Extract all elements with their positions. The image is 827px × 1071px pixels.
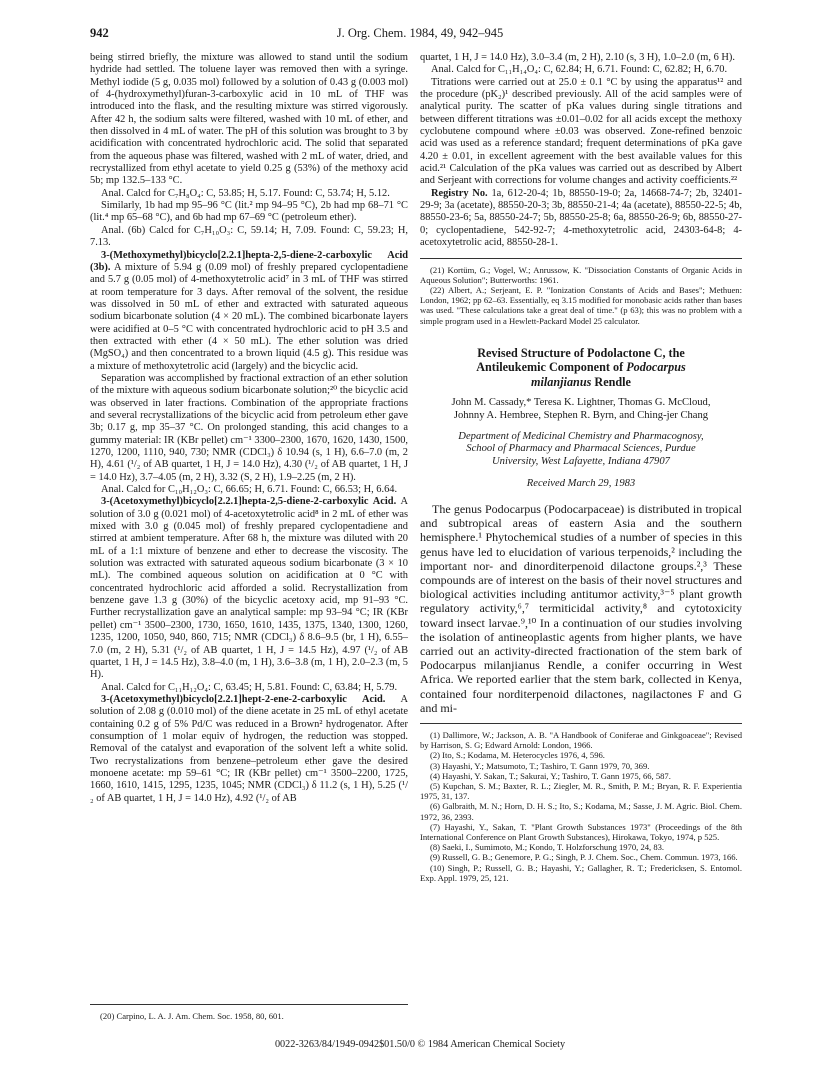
section-text: A solution of 3.0 g (0.021 mol) of 4-acetoxytetrolic acid⁸ in 2 mL of ether was mixed with 3.0 g (0.045 mol) of freshly prepared cyclopentadiene and stirred at ambient temperature. After 68 h, the mixture was diluted with 20 mL of a 1:1 mixture of benzene and ether to decrease the viscosity. The solution was extracted with saturated aqueous sodium bicarbonate (3 × 10 mL). The combined aqueous solution on acidification at 0 °C with concentrated hydrochloric acid afforded a solid. Recrystallization from benzene gave 1.3 g (30%) of the bicyclic acetoxy acid, mp 91–93 °C. Further recrystallization gave an analytical sample: mp 93–94 °C; IR (KBr pellet) cm⁻¹ 3500–2300, 1730, 1650, 1610, 1435, 1375, 1340, 1300, 1260, 1235, 1200, 1050, 940, 860, 715; NMR (CDCl₃) δ 8.6–9.5 (br, 1 H), 6.55–7.0 (m, 2 H), 5.31 (¹/₂ of AB quartet, 1 H, J = 14.5 Hz), 4.97 (¹/₂ of AB quartet, 1 H, J = 14.5 Hz), 3.8–4.0 (m, 1 H), 3.6–3.8 (m, 1 H), 2.0–2.3 (m, 5 H). [90,496,408,681]
section-heading: 3-(Acetoxymethyl)bicyclo[2.2.1]hepta-2,5-diene-2-carboxylic Acid. [101,496,397,508]
page-header [90,26,750,42]
intro-paragraph: The genus Podocarpus (Podocarpaceae) is distributed in tropical and subtropical areas of eastern Asia and the southern hemisphere.¹ Phytochemical studies of a number of species in this genus have led to elucidation of various terpenoids,² including the important nor- and dinorditerpenoid dilactone groups.²,³ These compounds are of interest on the basis of their novel structures and biological activities including antitumor activity,³⁻⁵ plant growth regulatory activity,⁶,⁷ termiticidal activity,⁸ and cytotoxicity toward insect larvae.⁹,¹⁰ In a continuation of our studies involving the isolation of antineoplastic agents from higher plants, we have carried out an activity-directed fractionation of the stem bark of Podocarpus milanjianus Rendle, a conifer occurring in West Africa. We reported earlier that the stem bark, collected in Kenya, contained four norditerpenoid dilactones, nagilactones F and G and mi- [420,501,742,715]
analysis-paragraph: Anal. Calcd for C₇H₈O₄: C, 53.85; H, 5.17. Found: C, 53.74; H, 5.12. [101,187,390,199]
analysis-paragraph: Anal. Calcd for C₁₁H₁₂O₄: C, 63.45; H, 5.81. Found: C, 63.84; H, 5.79. [101,681,398,693]
registry-label: Registry No. [431,187,488,199]
paragraph: Titrations were carried out at 25.0 ± 0.1 °C by using the apparatus¹² and the procedure (pK₂)¹ described previously. All of the acid samples were of analytical purity. The scatter of pKa values during single titrations and between different titrations was ±0.01–0.02 for all acids except the methoxy cyclobutene compound where ±0.03 was observed. Zone-refined benzoic acid was used as a reference standard; frequent determinations of pKa gave 4.20 ± 0.01, in excellent agreement with the best available values for this acid.²¹ Calculation of the pKa values was carried out as described by Albert and Serjeant with corrections for volume changes and activity coefficients.²² [420,76,742,187]
left-footnotes [90,1004,408,1021]
reference-item: (2) Ito, S.; Kodama, M. Heterocycles 1976, 4, 596. [430,750,605,761]
title-line: Revised Structure of Podolactone C, the [477,345,685,360]
reference-item: (5) Kupchan, S. M.; Baxter, R. L.; Ziegler, M. R., Smith, P. M.; Bryan, R. F. Experientia 1975, 31, 137. [420,781,742,802]
section-paragraph [90,250,408,373]
right-column [420,52,742,883]
footnote: (22) Albert, A.; Serjeant, E. P. "Ionization Constants of Acids and Bases"; Methuen: London, 1962; pp 62–63. Essentially, eq 3.15 modified for monobasic acids rather than bases was used. "These calculations take a great deal of time." (p 63); this was no problem with a simple program used in a Hewlett-Packard Model 25 calculator. [420,284,742,326]
registry-paragraph [420,188,742,250]
section-heading: 3-(Acetoxymethyl)bicyclo[2.2.1]hept-2-ene-2-carboxylic Acid. [101,693,386,705]
footnote-rule [420,723,742,724]
author-list: John M. Cassady,* Teresa K. Lightner, Thomas G. McCloud, Johnny A. Hembree, Stephen R. Byrn, and Ching-jer Chang [451,397,711,422]
analysis-paragraph: Anal. Calcd for C₁₀H₁₂O₃: C, 66.65; H, 6.71. Found: C, 66.53; H, 6.64. [101,484,398,496]
analysis-paragraph: Anal. (6b) Calcd for C₇H₁₀O₃: C, 59.14; H, 7.09. Found: C, 59.23; H, 7.13. [90,224,408,249]
reference-item: (6) Galbraith, M. N.; Horn, D. H. S.; Ito, S.; Kodama, M.; Sasse, J. M. Agric. Biol. Chem. 1972, 36, 2393. [420,801,742,822]
affiliation: Department of Medicinal Chemistry and Pharmacognosy, School of Pharmacy and Pharmacal Sciences, Purdue University, West Lafayette, Indiana 47907 [458,430,704,467]
reference-item: (9) Russell, G. B.; Genemore, P. G.; Singh, P. J. Chem. Soc., Chem. Commun. 1973, 166. [430,852,738,863]
registry-text: 1a, 612-20-4; 1b, 88550-19-0; 2a, 14668-74-7; 2b, 32401-29-9; 3a (acetate), 88550-20-3; 3b, 88550-21-4; 4a (acetate), 88550-22-5; 4b, 88550-23-6; 5a, 88550-24-7; 5b, 88550-25-8; 6a, 88550-26-9; 6b, 88550-27-0; cyclopentadiene, 542-92-7; 4-methoxytetrolic acid, 24303-64-8; 4-acetoxytetrolic acid, 88550-28-1. [420,187,743,249]
title-line: milanjianus Rendle [531,374,631,389]
paragraph: being stirred briefly, the mixture was allowed to stand until the sodium hydride had settled. The toluene layer was removed then with a syringe. Methyl iodide (5 g, 0.035 mol) followed by a solution of 0.43 g (0.003 mol) of 4-(hydroxymethyl)furan-3-carboxylic acid in 10 mL of THF was introduced into the flask, and the resulting mixture was stirred vigorously. After 42 h, the sodium salts were filtered, washed with 10 mL of ether, and then dissolved in 4 mL of water. The pH of this solution was brought to 3 by acidification with concentrated hydrochloric acid. The solid that separated from the aqueous phase was filtered, washed with 2 mL of water, dried, and recrystallized from ethyl acetate to yield 0.25 g (53%) of the methoxy acid 5b; mp 132.5–133 °C. [90,52,408,187]
paragraph: quartet, 1 H, J = 14.0 Hz), 3.0–3.4 (m, 2 H), 2.10 (s, 3 H), 1.0–2.0 (m, 6 H). [420,52,735,63]
reference-list [420,730,742,883]
section-paragraph [90,496,408,681]
reference-item: (7) Hayashi, Y., Sakan, T. "Plant Growth Substances 1973" (Proceedings of the 8th International Conference on Plant Growth Substances), Hirokawa, Tokyo, 1974, p 525. [420,821,742,843]
section-heading: 3-(Methoxymethyl)bicyclo[2.2.1]hepta-2,5-diene-2-carboxylic Acid (3b). [90,249,408,273]
reference-item: (8) Saeki, I., Sumimoto, M.; Kondo, T. Holzforschung 1970, 24, 83. [430,842,665,853]
page-number: 942 [90,26,109,40]
footnotes [420,265,742,326]
reference-item: (1) Dallimore, W.; Jackson, A. B. "A Handbook of Coniferae and Ginkgoaceae"; Revised by Harrison, S. G; Edward Arnold: London, 1966. [420,729,742,751]
received-date: Received March 29, 1983 [526,477,636,489]
section-text: A mixture of 5.94 g (0.09 mol) of freshly prepared cyclopentadiene and 5.7 g (0.05 mol) of 4-methoxytetrolic acid⁷ in 3 mL of THF was stirred at room temperature for 3 days. After removal of the solvent, the residue was dissolved in 50 mL of ether and extracted with saturated aqueous sodium bicarbonate solution (4 × 20 mL). The combined bicarbonate layers were acidified at 0–5 °C with concentrated hydrochloric acid to pH 3.5 and then extracted with ether (4 × 50 mL). The ether solution was dried (MgSO₄) and then concentrated to a brown liquid (4.5 g). This residue was a mixture of methoxytetrolic acid (largely) and the bicyclic acid. [90,261,408,372]
title-line: Antileukemic Component of Podocarpus [476,360,686,375]
reference-item: (10) Singh, P.; Russell, G. B.; Hayashi, Y.; Gallagher, R. T.; Fredericksen, S. Entomol. Exp. Appl. 1979, 25, 121. [420,862,742,883]
analysis-paragraph: Anal. Calcd for C₁₁H₁₄O₄: C, 62.84; H, 6.71. Found: C, 62.82; H, 6.70. [431,64,728,76]
article-title [420,346,742,390]
page-footer: 0022-3263/84/1949-0942$01.50/0 © 1984 American Chemical Society [274,1039,566,1050]
reference-item: (4) Hayashi, Y. Sakan, T.; Sakurai, Y.; Tashiro, T. Gann 1975, 66, 587. [430,770,671,781]
footnote-rule [420,258,742,259]
journal-citation: J. Org. Chem. 1984, 49, 942–945 [336,26,504,40]
reference-item: (3) Hayashi, Y.; Matsumoto, T.; Tashiro, T. Gann 1979, 70, 369. [430,760,650,771]
left-column [90,52,408,805]
section-text: A solution of 2.08 g (0.010 mol) of the diene acetate in 25 mL of ethyl acetate containing 0.2 g of 5% Pd/C was reduced in a Brown² hydrogenator. After consumption of 1 molar equiv of hydrogen, the reduction was stopped. Removal of the catalyst and evaporation of the solvent left a white solid. Two recrystalizations from benzene–petroleum ether gave the desired monoene acetate: mp 59–61 °C; IR (KBr pellet) cm⁻¹ 3500–2200, 1725, 1660, 1610, 1415, 1295, 1235, 1045; NMR (CDCl₃) δ 11.2 (s, 1 H), 5.25 (¹/₂ of AB quartet, 1 H, J = 14.0 Hz), 4.92 (¹/₂ of AB [90,693,408,804]
footnote: (21) Kortüm, G.; Vogel, W.; Anrussow, K. "Dissociation Constants of Organic Acids in Aqueous Solution"; Butterworths: 1961. [420,264,742,285]
paragraph: Similarly, 1b had mp 95–96 °C (lit.² mp 94–95 °C), 2b had mp 68–71 °C (lit.⁴ mp 65–68 °C), and 6b had mp 67–69 °C (petroleum ether). [90,200,408,224]
footnote: (20) Carpino, L. A. J. Am. Chem. Soc. 1958, 80, 601. [100,1011,284,1021]
article-intro [420,502,742,715]
section-paragraph [90,694,408,805]
footnote-rule [90,1004,408,1005]
paragraph: Separation was accomplished by fractional extraction of an ether solution of the mixture with aqueous sodium bicarbonate solution;²⁰ the bicyclic acid was observed in later fractions. Combination of the appropriate fractions and several recrystallizations of the bicyclic acid from petroleum ether gave 3b; 0.17 g, mp 35–37 °C. On prolonged standing, this acid changes to a gummy material: IR (KBr pellet) cm⁻¹ 3300–2300, 1670, 1620, 1430, 1500, 1270, 1200, 1110, 940, 730; NMR (CDCl₃) δ 10.94 (s, 1 H), 6.6–7.0 (m, 2 H), 4.61 (¹/₂ of AB quartet, 1 H, J = 14.0 Hz), 4.30 (¹/₂ of AB quartet, 1 H, J = 14.0 Hz), 3.7–4.05 (m, 2 H), 3.32 (S, 2 H), 1.9–2.25 (m, 2 H). [90,372,408,483]
